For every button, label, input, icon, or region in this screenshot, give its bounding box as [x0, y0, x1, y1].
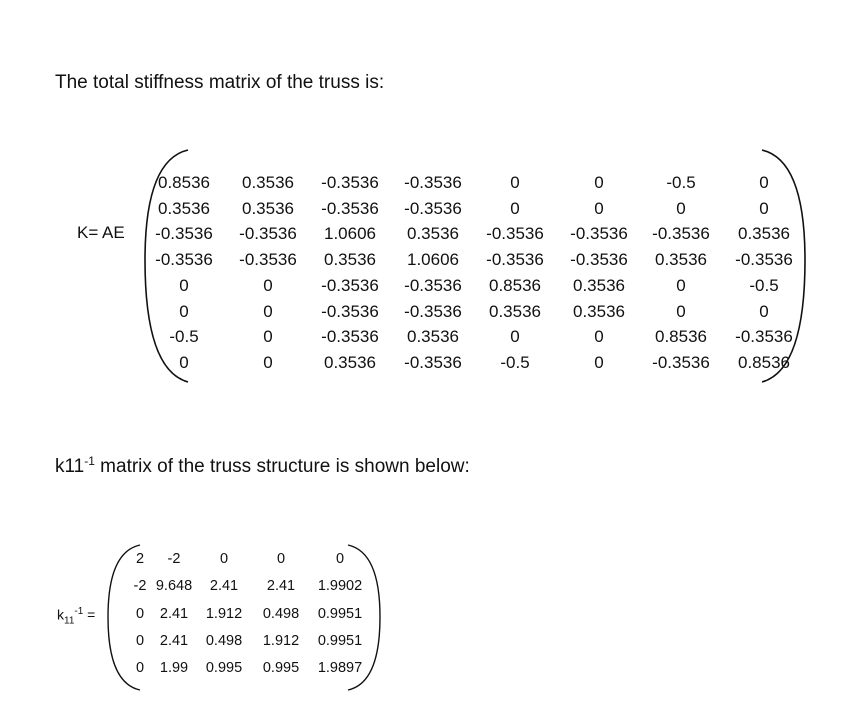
kinv-matrix-cell: 2 — [135, 551, 145, 567]
k-matrix-cell: -0.3536 — [652, 224, 710, 244]
k-matrix-cell: -0.3536 — [239, 250, 297, 270]
k-matrix-cell: 0 — [594, 352, 604, 372]
k-matrix-cell: 0 — [594, 173, 604, 192]
k-matrix-cell: -0.3536 — [321, 198, 379, 218]
k-matrix-cell: 0.8536 — [738, 352, 790, 372]
k-matrix-cell: -0.5 — [666, 173, 696, 192]
k-matrix-cell: 0.3536 — [573, 301, 625, 321]
k-matrix-cell: -0.3536 — [486, 224, 544, 244]
k-matrix-cell: 0 — [594, 198, 604, 218]
k-matrix-cell: 0.3536 — [738, 224, 790, 244]
kinv-matrix-cell: 0.995 — [205, 660, 243, 677]
k-matrix-cell: 0 — [594, 327, 604, 347]
k-matrix-cell: 0.3536 — [158, 198, 210, 218]
k-matrix-cell: -0.3536 — [735, 327, 793, 347]
k-matrix-cell: 0.3536 — [242, 198, 294, 218]
k-matrix-cell: 0.3536 — [324, 250, 376, 270]
k-matrix-cell: 0 — [179, 352, 189, 372]
k-matrix-cell: -0.3536 — [404, 301, 462, 321]
k-matrix-cell: -0.3536 — [321, 301, 379, 321]
k-matrix-cell: 0 — [179, 301, 189, 321]
kinv-matrix-cell: 1.912 — [262, 632, 300, 649]
k-matrix-cell: 0.8536 — [489, 275, 541, 295]
k-matrix-cell: 0 — [759, 198, 769, 218]
k-matrix-cell: 0 — [263, 301, 273, 321]
k-matrix-cell: 0 — [759, 301, 769, 321]
inverse-matrix-heading: $k11^{-1}$ matrix of the truss structure is shown below: — [55, 454, 470, 477]
stiffness-matrix-heading: The total stiffness matrix of the truss is: — [55, 72, 385, 93]
k-matrix-cell: -0.3536 — [321, 275, 379, 295]
k-matrix-cell: 0 — [676, 275, 686, 295]
k-matrix-cell: -0.3536 — [404, 352, 462, 372]
k-matrix-cell: -0.3536 — [404, 173, 462, 192]
k-matrix-cell: 0.3536 — [407, 327, 459, 347]
kinv-matrix-cell: 0.995 — [262, 660, 300, 677]
k-matrix-cell: 1.0606 — [407, 250, 459, 270]
k-matrix-cell: 0 — [510, 198, 520, 218]
k-matrix-cell: 0.3536 — [655, 250, 707, 270]
k-matrix-cell: -0.3536 — [155, 250, 213, 270]
k-matrix-cell: 0 — [263, 327, 273, 347]
kinv-matrix-cell: 2.41 — [159, 632, 189, 649]
kinv-matrix-cell: 1.9897 — [317, 660, 363, 677]
kinv-matrix-cell: 1.99 — [159, 660, 189, 677]
k-matrix-cell: -0.5 — [500, 352, 530, 372]
k-matrix-cell: 0 — [676, 301, 686, 321]
k-matrix-cell: 0 — [676, 198, 686, 218]
kinv-matrix-cell: 0.498 — [262, 605, 300, 622]
k-matrix-cell: -0.3536 — [570, 250, 628, 270]
kinv-matrix-cell: 1.912 — [205, 605, 243, 622]
k-matrix-cell: 0.3536 — [489, 301, 541, 321]
k-matrix-cell: 0.3536 — [242, 173, 294, 192]
k-matrix-cell: -0.3536 — [404, 275, 462, 295]
k-matrix-cell: -0.5 — [749, 275, 779, 295]
k-matrix-cell: -0.3536 — [239, 224, 297, 244]
k-matrix-cell: -0.3536 — [735, 250, 793, 270]
kinv-matrix-cell: 0.498 — [205, 632, 243, 649]
kinv-matrix-cell: 1.9902 — [317, 578, 363, 595]
k-matrix-cell: -0.3536 — [652, 352, 710, 372]
k-matrix-cell: 0.3536 — [573, 275, 625, 295]
kinv-matrix-cell: 0 — [276, 551, 286, 567]
kinv-matrix-cell: 0 — [135, 632, 145, 649]
k-matrix-cell: 1.0606 — [324, 224, 376, 244]
k-matrix-cell: 0.3536 — [407, 224, 459, 244]
kinv-matrix-cell: 2.41 — [209, 578, 239, 595]
kinv-matrix-cell: 9.648 — [155, 578, 193, 595]
k-matrix-cell: -0.5 — [169, 327, 199, 347]
kinv-matrix-cell: 0 — [335, 551, 345, 567]
k-matrix-cell: -0.3536 — [155, 224, 213, 244]
k-matrix-cell: 0.8536 — [158, 173, 210, 192]
k-matrix-cell: 0 — [263, 352, 273, 372]
k-matrix-cell: 0 — [759, 173, 769, 192]
k-matrix-cell: 0.3536 — [324, 352, 376, 372]
kinv-matrix-cell: 0 — [135, 605, 145, 622]
k-matrix-cell: -0.3536 — [570, 224, 628, 244]
k-matrix-cell: 0.8536 — [655, 327, 707, 347]
kinv-matrix-label: $k_{11}^{-1}$ = — [57, 606, 96, 627]
kinv-matrix-cell: 0.9951 — [317, 605, 363, 622]
kinv-matrix-cell: 2.41 — [159, 605, 189, 622]
k-matrix-cell: 0 — [179, 275, 189, 295]
k-matrix-cell: -0.3536 — [321, 173, 379, 192]
k-matrix-cell: -0.3536 — [486, 250, 544, 270]
kinv-matrix-cell: 2.41 — [266, 578, 296, 595]
k-matrix-cell: -0.3536 — [321, 327, 379, 347]
k-matrix-cell: 0 — [263, 275, 273, 295]
kinv-matrix-cell: -2 — [167, 551, 181, 567]
k-matrix-cell: 0 — [510, 327, 520, 347]
kinv-matrix-cell: 0 — [135, 660, 145, 677]
kinv-matrix-cell: 0.9951 — [317, 632, 363, 649]
kinv-matrix-cell: 0 — [219, 551, 229, 567]
kinv-matrix-cell: -2 — [133, 578, 147, 595]
k-matrix-cell: -0.3536 — [404, 198, 462, 218]
k-matrix-cell: 0 — [510, 173, 520, 192]
k-matrix-label: K= AE — [77, 223, 125, 242]
